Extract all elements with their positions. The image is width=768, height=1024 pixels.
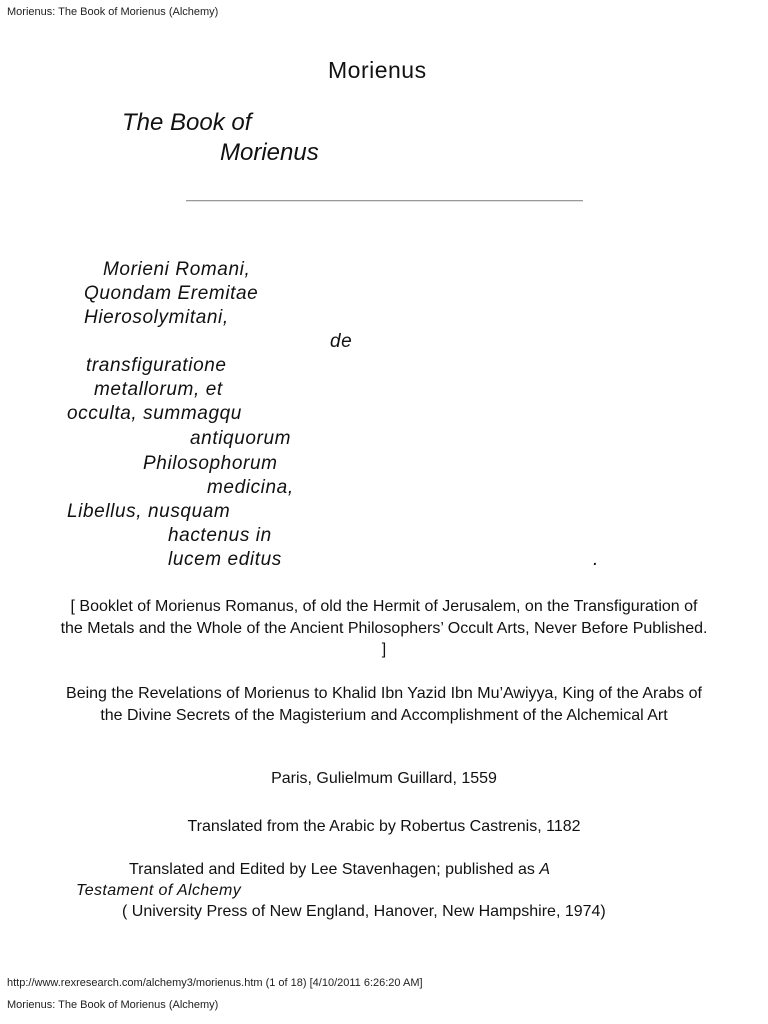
latin-period: . — [593, 549, 599, 570]
latin-line: hactenus in — [168, 525, 272, 546]
publication-line: Paris, Gulielmum Guillard, 1559 — [271, 770, 497, 787]
latin-line: antiquorum — [190, 428, 292, 449]
latin-line: medicina, — [207, 477, 294, 498]
book-title-line-2: Morienus — [220, 139, 319, 166]
edited-by-line — [129, 861, 550, 879]
page-footer-url: http://www.rexresearch.com/alchemy3/morienus.htm (1 of 18) [4/10/2011 6:26:20 AM] — [7, 977, 423, 989]
testament-title: Testament of Alchemy — [76, 882, 242, 899]
latin-line: transfiguratione — [86, 355, 227, 376]
latin-line: de — [330, 331, 353, 352]
book-title-line-1: The Book of — [122, 109, 252, 136]
page-footer-title: Morienus: The Book of Morienus (Alchemy) — [7, 999, 219, 1011]
latin-line: Quondam Eremitae — [84, 283, 259, 304]
latin-line: Libellus, nusquam — [67, 501, 231, 522]
latin-line: Morieni Romani, — [103, 259, 251, 280]
author-heading: Morienus — [328, 57, 427, 83]
horizontal-rule — [186, 200, 583, 202]
latin-line: metallorum, et — [94, 379, 223, 400]
latin-line: Philosophorum — [143, 453, 278, 474]
arabic-translation-line: Translated from the Arabic by Robertus Castrenis, 1182 — [187, 818, 581, 835]
latin-line: occulta, summagqu — [67, 403, 242, 424]
latin-line: Hierosolymitani, — [84, 307, 229, 328]
page-header-title: Morienus: The Book of Morienus (Alchemy) — [7, 6, 219, 18]
translation-note: [ Booklet of Morienus Romanus, of old the Hermit of Jerusalem, on the Transfiguration of the Metals and the Whole of the Ancient Philosophers’ Occult Arts, Never Before Published. ] — [60, 598, 708, 658]
edited-by-italic-a: A — [539, 861, 551, 878]
edited-by-text: Translated and Edited by Lee Stavenhagen; published as — [129, 861, 535, 878]
latin-line: lucem editus — [168, 549, 282, 570]
press-info-line: ( University Press of New England, Hanover, New Hampshire, 1974) — [122, 903, 606, 920]
revelations-paragraph: Being the Revelations of Morienus to Khalid Ibn Yazid Ibn Mu’Awiyya, King of the Arabs of the Divine Secrets of the Magisterium and Accomplishment of the Alchemical Art — [66, 685, 702, 724]
